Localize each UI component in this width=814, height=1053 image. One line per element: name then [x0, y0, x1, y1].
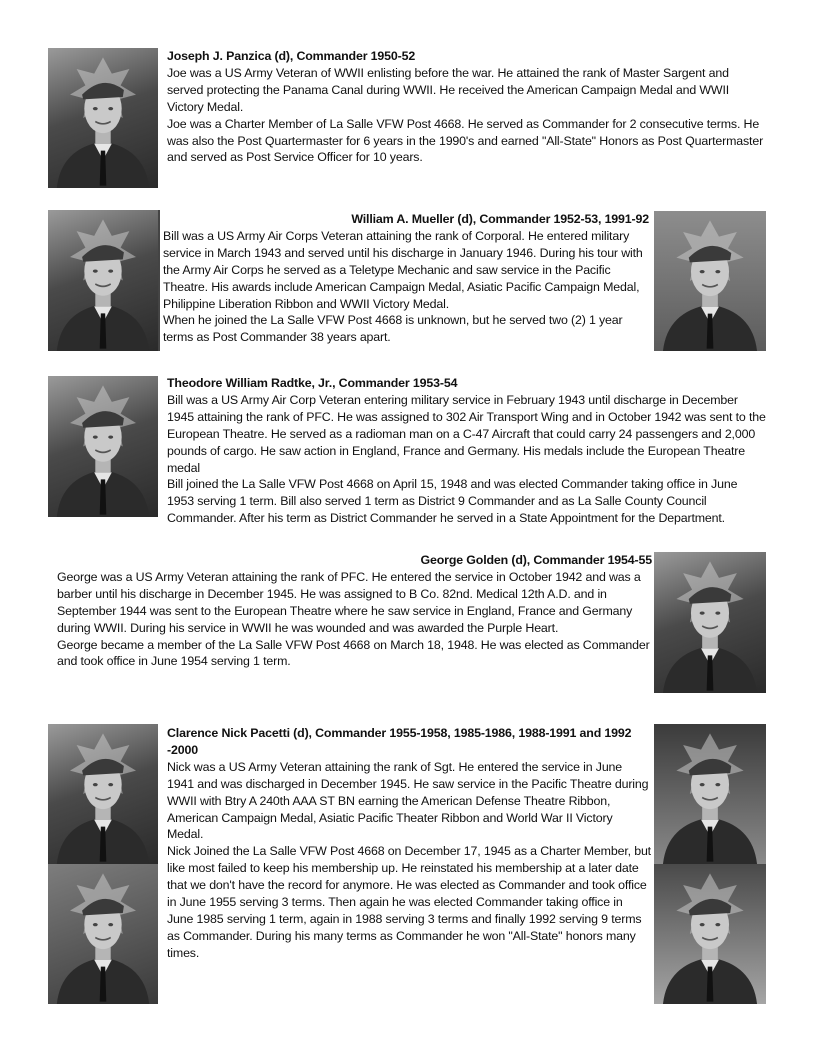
portrait-photo-1 — [48, 724, 158, 864]
entry-paragraph: When he joined the La Salle VFW Post 4668 is unknown, but he served two (2) 1 year terms as Post Commander 38 years apart. — [163, 313, 623, 345]
entry-text — [167, 725, 651, 962]
entry-paragraph: Bill was a US Army Air Corp Veteran entering military service in February 1943 until discharge in December 1945 attaining the rank of PFC. He was assigned to 302 Air Transport Wing and in October 1942 was sent to the European Theatre. He served as a radioman man on a C-47 Aircraft that could carry 24 passengers and 2,000 pounds of cargo. He saw action in England, France and Germany. His medals include the European Theatre medal — [167, 392, 766, 475]
entry-text — [57, 552, 652, 670]
entry-text — [167, 375, 767, 527]
entry-title: Theodore William Radtke, Jr., Commander 1953-54 — [167, 376, 458, 390]
entry-paragraph: Bill was a US Army Air Corps Veteran attaining the rank of Corporal. He entered military service in March 1943 and served until his discharge in January 1946. During his tour with the Army Air Corps he served as a Teletype Mechanic and saw service in the Pacific Theatre. His awards include American Campaign Medal, Asiatic Pacific Campaign Medal, Philippine Liberation Ribbon and WWII Victory Medal. — [163, 228, 643, 311]
portrait-photo-older — [654, 211, 766, 351]
portrait-photo-young — [48, 210, 158, 351]
portrait-photo-3 — [654, 724, 766, 864]
portrait-photo — [48, 48, 158, 188]
entry-paragraph: Bill joined the La Salle VFW Post 4668 on April 15, 1948 and was elected Commander taking office in June 1953 serving 1 term. Bill also served 1 term as District 9 Commander and as La Salle County Council Commander. After his term as District Commander he served in a State Appointment for the Department. — [167, 477, 738, 526]
entry-title: Clarence Nick Pacetti (d), Commander 1955-1958, 1985-1986, 1988-1991 and 1992 -2000 — [167, 726, 632, 757]
entry-paragraph: George was a US Army Veteran attaining the rank of PFC. He entered the service in October 1942 and was a barber until his discharge in December 1945. He was assigned to B Co. 82nd. Medical 12th A.D. and in September 1944 was sent to the European Theatre where he saw service in England, France and Germany during WWII. During his service in WWII he was wounded and was awarded the Purple Heart. — [57, 569, 641, 635]
portrait-photo — [48, 376, 158, 517]
divider-line — [158, 210, 160, 351]
entry-paragraph: Nick Joined the La Salle VFW Post 4668 on December 17, 1945 as a Charter Member, but like most failed to keep his membership up. He reinstated his membership at a later date that we don't have the record for anymore. He was elected as Commander and took office in June 1955 serving 3 terms. Then again he was elected Commander taking office in June 1985 serving 1 term, again in 1988 serving 3 terms and finally 1992 serving 9 terms as Commander. During his many terms as Commander he won "All-State" honors many times. — [167, 844, 651, 960]
entry-title: Joseph J. Panzica (d), Commander 1950-52 — [167, 49, 416, 63]
entry-text — [167, 48, 767, 166]
portrait-photo-2 — [48, 864, 158, 1004]
portrait-photo-4 — [654, 864, 766, 1004]
entry-paragraph: George became a member of the La Salle VFW Post 4668 on March 18, 1948. He was elected as Commander and took office in June 1954 serving 1 term. — [57, 637, 650, 669]
entry-title: George Golden (d), Commander 1954-55 — [420, 553, 652, 567]
entry-title: William A. Mueller (d), Commander 1952-53, 1991-92 — [351, 212, 649, 226]
entry-paragraph: Joe was a Charter Member of La Salle VFW Post 4668. He served as Commander for 2 consecutive terms. He was also the Post Quartermaster for 6 years in the 1990's and earned "All-State" Honors as Post Quartermaster and served as Post Service Officer for 10 years. — [167, 116, 764, 165]
portrait-photo — [654, 552, 766, 693]
entry-text — [163, 211, 649, 346]
entry-paragraph: Nick was a US Army Veteran attaining the rank of Sgt. He entered the service in June 1941 and was discharged in December 1945. He saw service in the Pacific Theatre during WWII with Btry A 240th AAA ST BN earning the American Defense Theatre Ribbon, American Campaign Medal, Asiatic Pacific Theater Ribbon and World War II Victory Medal. — [167, 759, 649, 842]
entry-paragraph: Joe was a US Army Veteran of WWII enlisting before the war. He attained the rank of Master Sargent and served protecting the Panama Canal during WWII. He received the American Campaign Medal and WWII Victory Medal. — [167, 65, 730, 114]
